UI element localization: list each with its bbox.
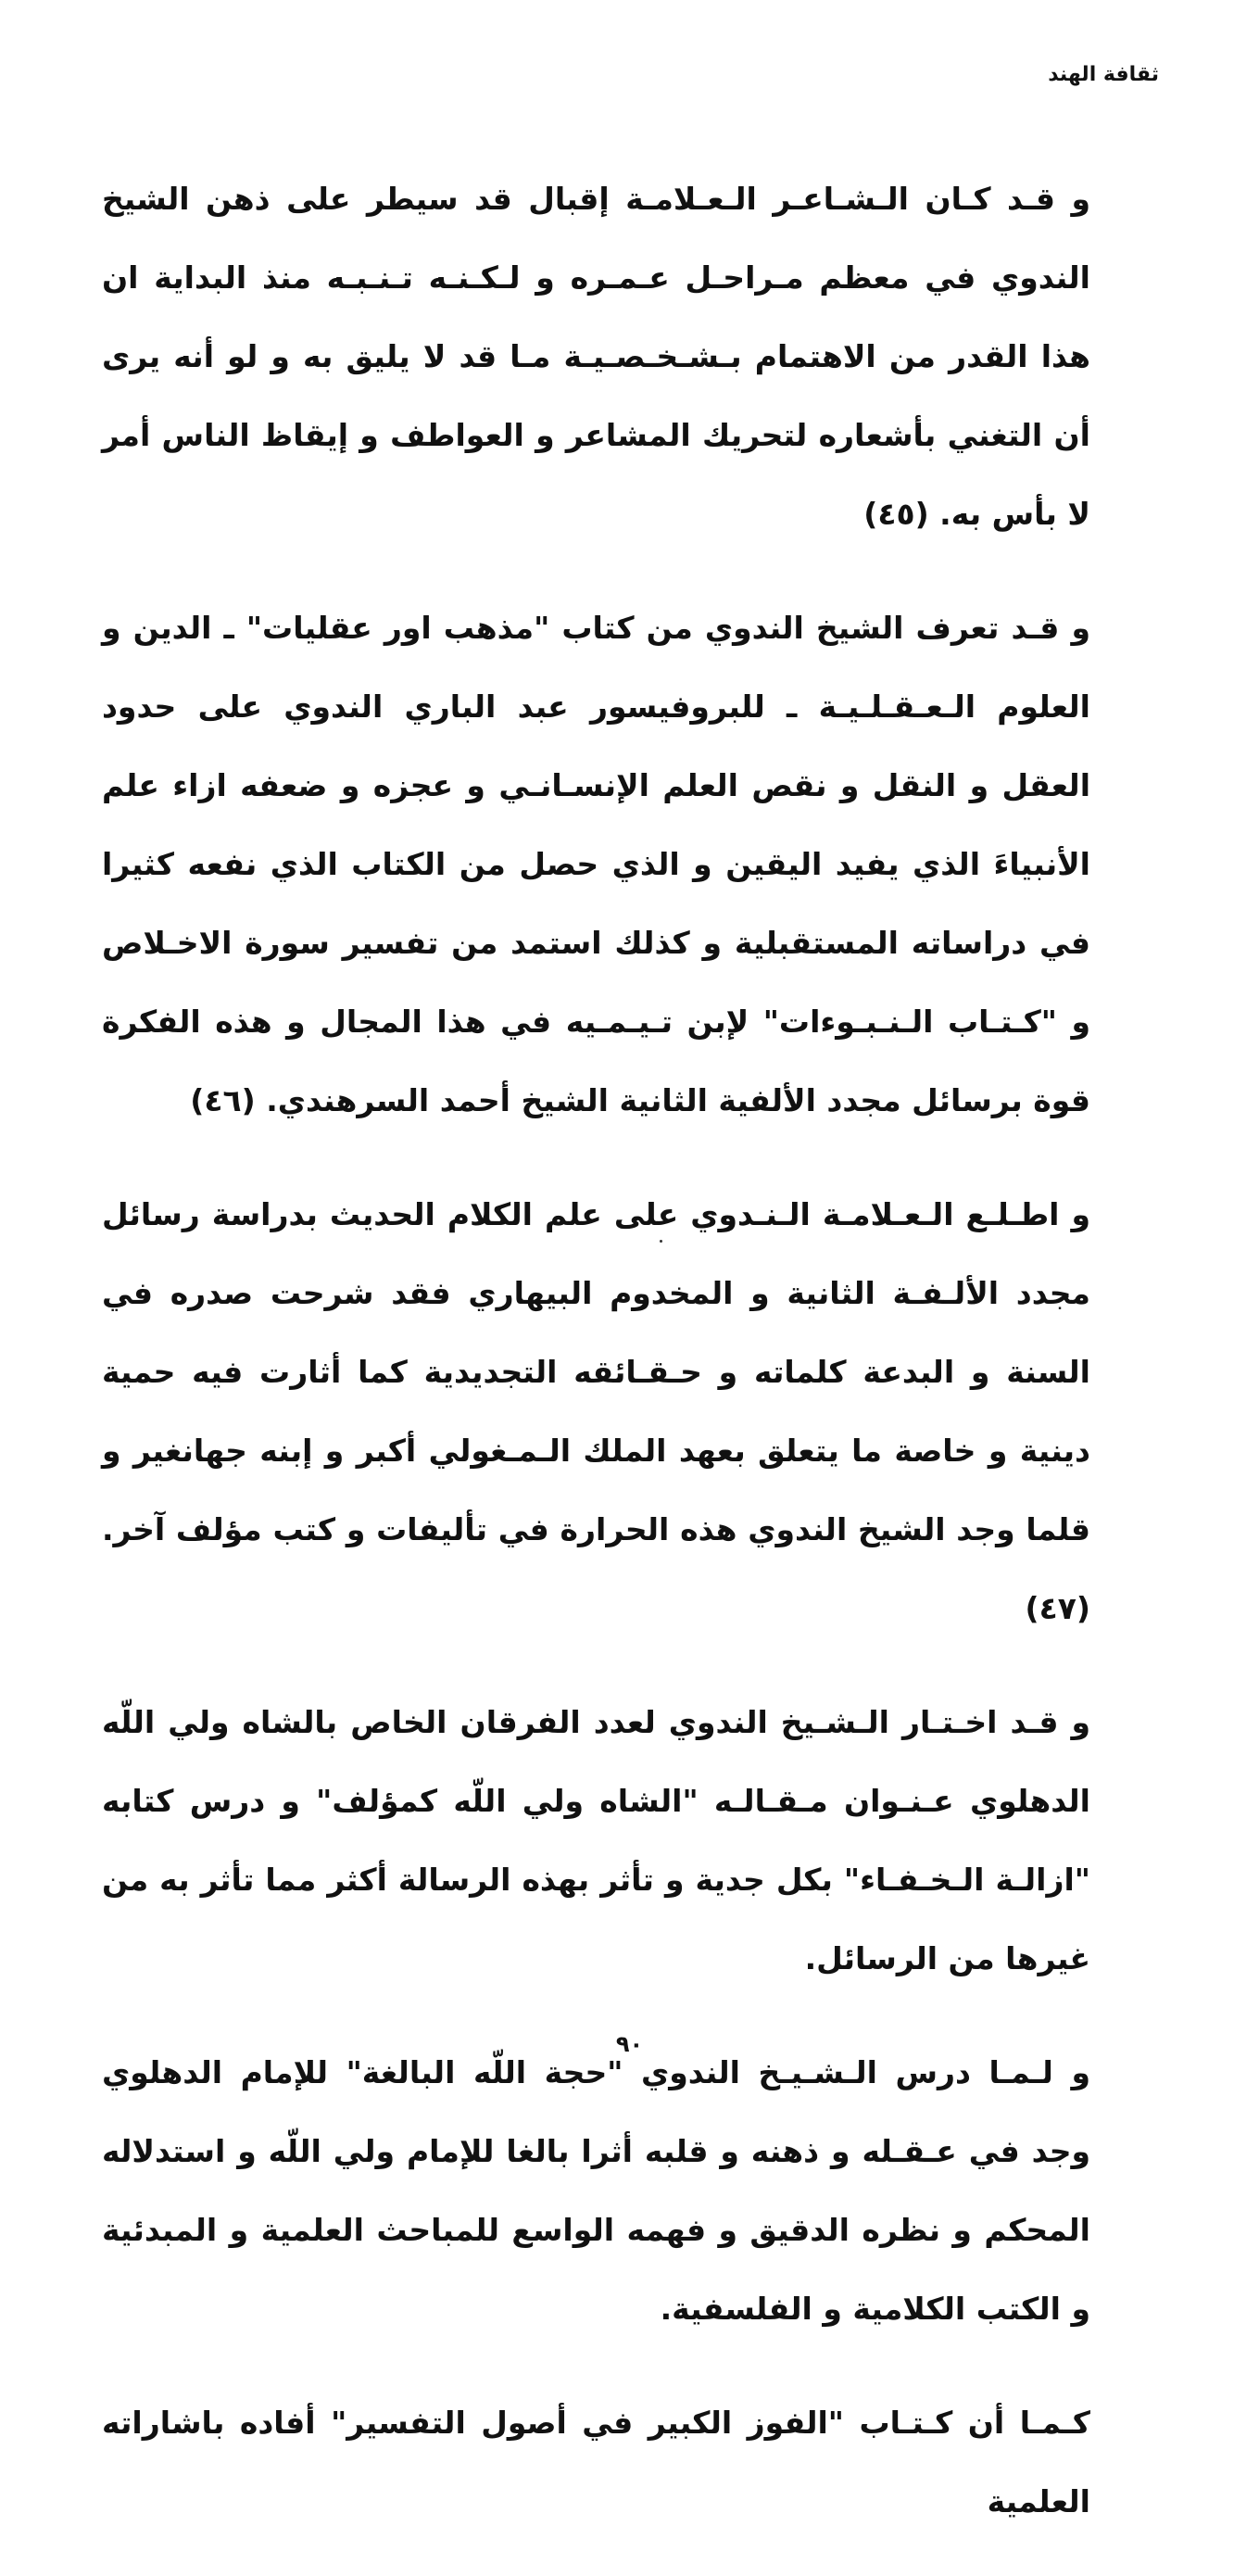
page-number: ٩٠: [615, 2031, 644, 2057]
paragraph: و لـمـا درس الـشـيـخ الندوي "حجة اللّه البالغة" للإمام الدهلوي وجد في عـقـله و ذهنه و قلبه أثرا بالغا للإمام ولي اللّه و استدلاله المحكم و نظره الدقيق و فهمه الواسع للمباحث العلمية و المبدئية و الكتب الكلامية و الفلسفية.: [102, 2054, 1090, 2327]
paragraph: و قـد تعرف الشيخ الندوي من كتاب "مذهب اور عقليات" ـ الدين و العلوم الـعـقـلـيـة ـ للبروفيسور عبد الباري الندوي على حدود العقل و النقل و نقص العلم الإنسـانـي و عجزه و ضعفه ازاء علم الأنبياءَ الذي يفيد اليقين و الذي حصل من الكتاب الذي نفعه كثيرا في دراساته المستقبلية و كذلك استمد من تفسير سورة الاخـلاص و "كـتـاب الـنـبـوءات" لإبن تـيـمـيه في هذا المجال و هذه الفكرة قوة برسائل مجدد الألفية الثانية الشيخ أحمد السرهندي. (٤٦): [102, 610, 1090, 1118]
body-text: [102, 159, 1163, 2576]
paragraph: و قـد كـان الـشـاعـر الـعـلامـة إقبال قد سيطر على ذهن الشيخ الندوي في معظم مـراحـل عـمـره و لـكـنـه تـنـبـه منذ البداية ان هذا القدر من الاهتمام بـشـخـصـيـة مـا قد لا يليق به و لو أنه يرى أن التغني بأشعاره لتحريك المشاعر و العواطف و إيقاظ الناس أمر لا بأس به. (٤٥): [102, 181, 1090, 532]
paragraph: كـمـا أن كـتـاب "الفوز الكبير في أصول التفسير" أفاده باشاراته العلمية: [102, 2405, 1090, 2519]
scan-speck: [660, 1240, 662, 1243]
paragraph: و اطـلـع الـعـلامـة الـنـدوي على علم الكلام الحديث بدراسة رسائل مجدد الألـفـة الثانية و المخدوم البيهاري فقد شرحت صدره في السنة و البدعة كلماته و حـقـائقه التجديدية كما أثارت فيه حمية دينية و خاصة ما يتعلق بعهد الملك الـمـغولي أكبر و إبنه جهانغير و قلما وجد الشيخ الندوي هذه الحرارة في تأليفات و كتب مؤلف آخر.(٤٧): [102, 1196, 1090, 1626]
running-header: ثقافة الهند: [1048, 63, 1159, 86]
paragraph: و قـد اخـتـار الـشـيخ الندوي لعدد الفرقان الخاص بالشاه ولي اللّه الدهلوي عـنـوان مـقـالـه "الشاه ولي اللّه كمؤلف" و درس كتابه "ازالـة الـخـفـاء" بكل جدية و تأثر بهذه الرسالة أكثر مما تأثر به من غيرها من الرسائل.: [102, 1704, 1090, 1976]
